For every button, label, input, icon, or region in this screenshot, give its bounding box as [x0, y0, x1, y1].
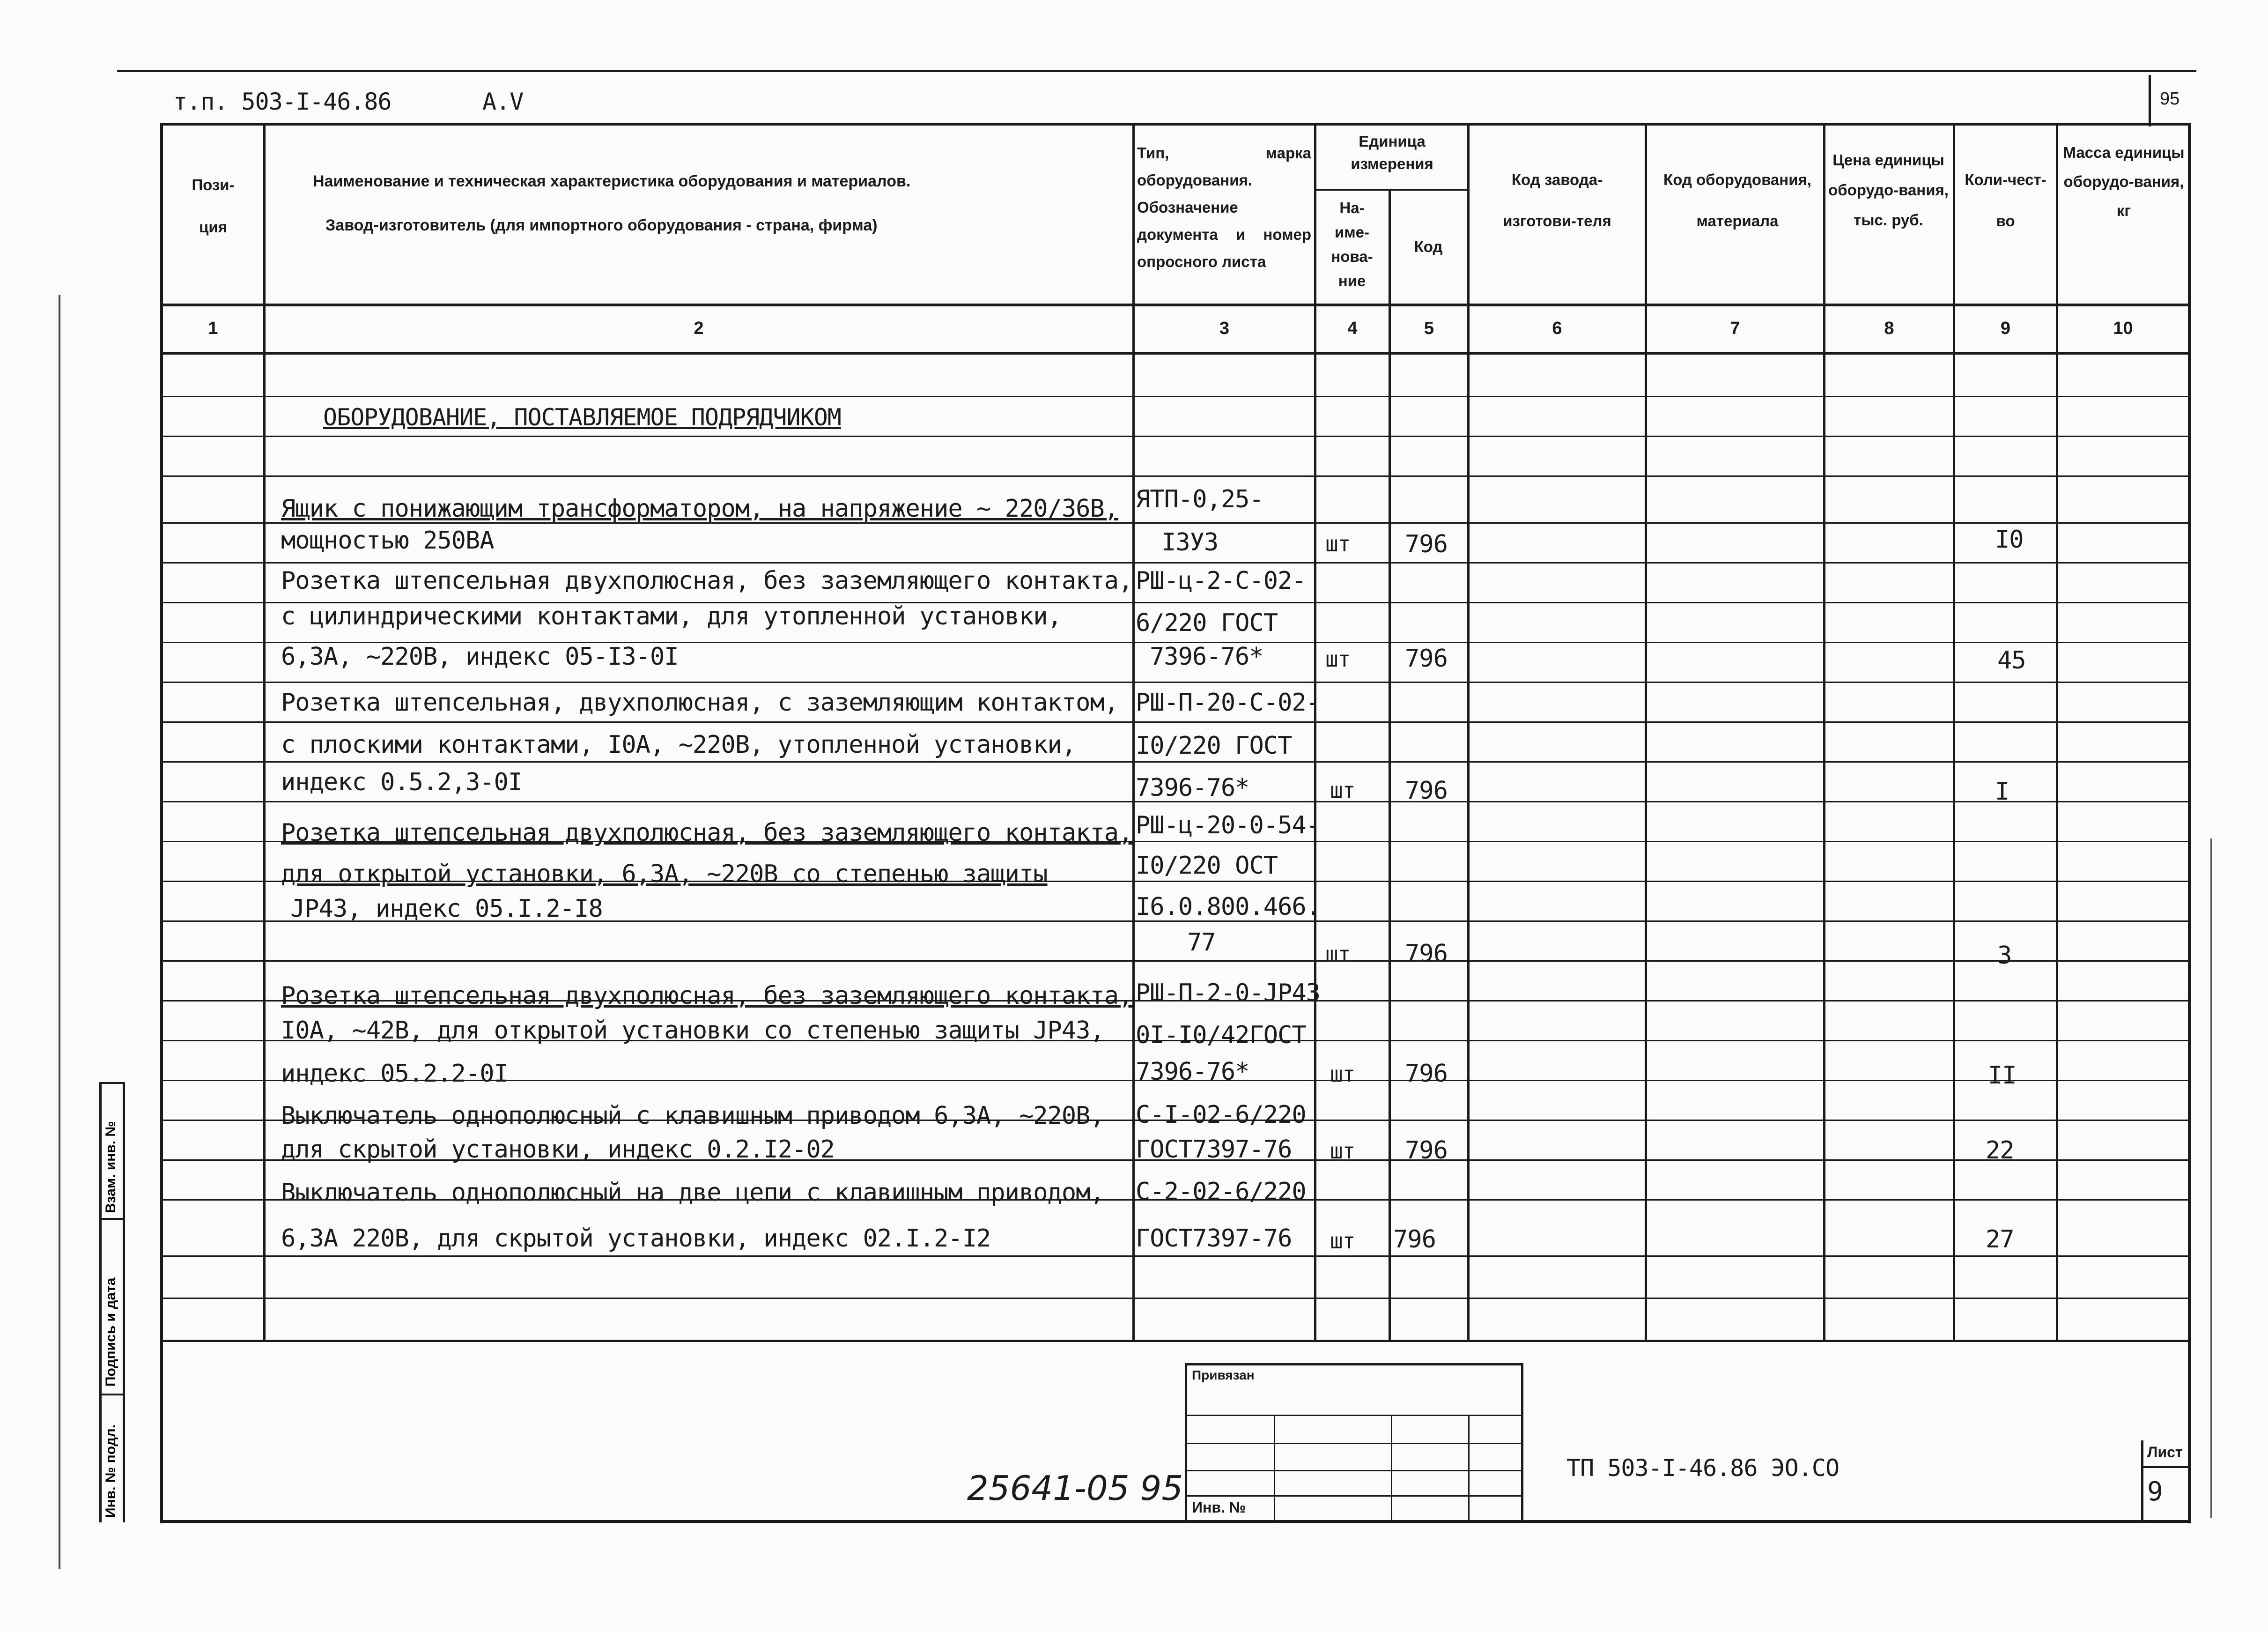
row-line — [162, 475, 2189, 477]
col-number-9: 9 — [2000, 319, 2011, 338]
row-line — [162, 1298, 2189, 1299]
stamp-top-line — [1185, 1363, 1522, 1365]
row-17-unit: шт — [1330, 1138, 1355, 1164]
header-unit-name — [1317, 196, 1387, 293]
header-unit-group: Единица измерения — [1351, 133, 1433, 172]
row-5-type: 7396-76* — [1150, 643, 1263, 671]
row-line — [162, 721, 2189, 723]
row-line — [162, 761, 2189, 763]
doc-reference: т.п. 503-I-46.86 — [173, 88, 392, 115]
row-5-unit: шт — [1325, 646, 1351, 672]
sheet-label: Лист — [2147, 1444, 2183, 1461]
header-type: Тип, марка оборудования. Обозначение документа и номер опросного листа — [1137, 144, 1311, 270]
row-7-name: с плоскими контактами, I0А, ~220В, утопленной установки, — [281, 731, 1076, 759]
row-18-type: С-2-02-6/220 — [1136, 1178, 1306, 1206]
row-9-type: РШ-ц-20-0-54- — [1136, 811, 1320, 839]
col-sep-5 — [1467, 123, 1470, 1341]
row-11-name: JP43, индекс 05.I.2-I8 — [290, 895, 603, 923]
row-line — [162, 562, 2189, 564]
col-number-10: 10 — [2113, 319, 2133, 338]
col-number-2: 2 — [694, 319, 704, 338]
col-number-8: 8 — [1884, 319, 1894, 338]
stamp-col-line — [1391, 1415, 1392, 1522]
header-name-line2: Завод-изготовитель (для импортного оборудования - страна, фирма) — [325, 216, 878, 234]
row-7-type: I0/220 ГОСТ — [1136, 732, 1292, 760]
row-5-code: 796 — [1405, 645, 1448, 673]
row-5-qty: 45 — [1997, 646, 2026, 675]
header-name-line1: Наименование и техническая характеристика оборудования и материалов. — [313, 172, 911, 190]
col-sep-7 — [1823, 123, 1825, 1341]
stamp-col-line — [1274, 1415, 1275, 1522]
side-stamp-right-line — [123, 1082, 125, 1522]
right-margin-mark — [2210, 838, 2212, 1518]
row-1-type: ЯТП-0,25- — [1136, 485, 1263, 513]
bottom-frame-line — [162, 1520, 2189, 1523]
row-2-code: 796 — [1405, 530, 1448, 558]
row-2-unit: шт — [1325, 531, 1351, 556]
col-number-7: 7 — [1730, 319, 1740, 338]
row-17-type: ГОСТ7397-76 — [1136, 1135, 1292, 1164]
top-border-line — [117, 70, 2196, 72]
row-18-name: Выключатель однополюсный на две цепи с клавишным приводом, — [281, 1179, 1104, 1207]
section-title: ОБОРУДОВАНИЕ, ПОСТАВЛЯЕМОЕ ПОДРЯДЧИКОМ — [323, 404, 841, 431]
row-9-name: Розетка штепсельная двухполюсная, без заземляющего контакта, — [281, 819, 1133, 847]
side-stamp-left-line — [99, 1082, 102, 1522]
row-15-name: индекс 05.2.2-0I — [281, 1060, 508, 1088]
left-margin-line — [59, 295, 60, 1569]
stamp-row-line — [1185, 1443, 1522, 1444]
row-19-type: ГОСТ7397-76 — [1136, 1224, 1292, 1253]
side-stamp-divider — [99, 1394, 125, 1395]
row-19-qty: 27 — [1986, 1225, 2014, 1254]
row-19-name: 6,3А 220В, для скрытой установки, индекс 02.I.2-I2 — [281, 1224, 991, 1253]
row-15-type: 7396-76* — [1136, 1058, 1249, 1086]
row-line — [162, 1255, 2189, 1257]
row-line — [162, 436, 2189, 437]
row-19-unit: шт — [1330, 1228, 1355, 1254]
stamp-row-line — [1185, 1470, 1522, 1471]
row-8-type: 7396-76* — [1136, 774, 1249, 802]
col-number-1: 1 — [208, 319, 218, 338]
row-15-qty: II — [1988, 1061, 2017, 1090]
row-12-type: 77 — [1187, 928, 1216, 957]
row-2-name: мощностью 250ВА — [281, 527, 494, 555]
col-number-3: 3 — [1219, 319, 1230, 338]
unit-group-divider — [1314, 189, 1469, 191]
column-numbers-divider — [162, 352, 2189, 355]
row-3-type: РШ-ц-2-С-02- — [1136, 567, 1306, 595]
row-8-qty: I — [1995, 778, 2009, 806]
row-8-name: индекс 0.5.2,3-0I — [281, 768, 523, 796]
doc-code: ТП 503-I-46.86 ЭО.СО — [1566, 1454, 1840, 1482]
row-12-unit: шт — [1325, 942, 1351, 967]
table-body-bottom-line — [162, 1340, 2189, 1342]
row-10-type: I0/220 ОСТ — [1136, 852, 1278, 880]
stamp-inv-no: Инв. № — [1192, 1499, 1246, 1516]
row-14-name: I0А, ~42В, для открытой установки со степенью защиты JP43, — [281, 1016, 1104, 1045]
sheet-number: 9 — [2147, 1476, 2163, 1507]
side-label-replace-inv: Взам. инв. № — [103, 1121, 118, 1213]
album-mark: A.V — [482, 88, 524, 115]
header-plant-code: Код завода-изготови-теля — [1503, 171, 1611, 230]
col-number-4: 4 — [1347, 319, 1358, 338]
sheet-box-divider — [2141, 1466, 2190, 1468]
header-mass: Масса единицы оборудо-вания, кг — [2063, 144, 2185, 219]
side-label-signature-date: Подпись и дата — [103, 1277, 118, 1387]
col-sep-4 — [1389, 190, 1391, 1341]
row-11-type: I6.0.800.466. — [1136, 893, 1320, 921]
row-13-type: РШ-П-2-0-JP43 — [1136, 979, 1320, 1007]
header-unit-name-text: На- име- нова- ние — [1331, 199, 1373, 289]
row-2-type: I3У3 — [1161, 528, 1219, 556]
row-12-code: 796 — [1405, 940, 1448, 968]
side-stamp-divider — [99, 1218, 125, 1220]
col-sep-1 — [263, 123, 266, 1341]
col-sep-8 — [1953, 123, 1955, 1341]
header-quantity: Коли-чест-во — [1965, 171, 2046, 230]
row-17-code: 796 — [1405, 1136, 1448, 1165]
row-17-name: для скрытой установки, индекс 0.2.I2-02 — [281, 1135, 835, 1164]
row-line — [162, 396, 2189, 397]
col-number-6: 6 — [1552, 319, 1562, 338]
table-left-border — [160, 123, 163, 1523]
row-line — [162, 682, 2189, 683]
handwritten-number: 25641-05 95 — [967, 1469, 1183, 1508]
row-2-qty: I0 — [1995, 526, 2024, 554]
row-6-type: РШ-П-20-С-02- — [1136, 689, 1320, 717]
header-price: Цена единицы оборудо-вания, тыс. руб. — [1828, 151, 1949, 229]
row-19-code: 796 — [1393, 1225, 1436, 1254]
row-16-type: С-I-02-6/220 — [1136, 1101, 1306, 1129]
row-15-code: 796 — [1405, 1060, 1448, 1088]
stamp-privyazan: Привязан — [1192, 1368, 1255, 1382]
row-15-unit: шт — [1330, 1061, 1355, 1087]
side-stamp-divider — [99, 1082, 125, 1084]
row-12-qty: 3 — [1997, 942, 2012, 970]
row-16-name: Выключатель однополюсный с клавишным приводом 6,3А, ~220В, — [281, 1102, 1104, 1130]
header-position-text: Пози- ция — [192, 176, 235, 236]
row-1-name: Ящик с понижающим трансформатором, на напряжение ~ 220/36В, — [281, 495, 1119, 523]
stamp-row-line — [1185, 1415, 1522, 1416]
col-sep-6 — [1645, 123, 1647, 1341]
sheet-box-left — [2141, 1440, 2143, 1522]
stamp-col-line — [1468, 1415, 1470, 1522]
row-14-type: 0I-I0/42ГОСТ — [1136, 1021, 1306, 1049]
header-equipment-code: Код оборудования, материала — [1663, 171, 1811, 230]
row-4-name: с цилиндрическими контактами, для утопленной установки, — [281, 602, 1062, 631]
page-number-frame-left — [2149, 75, 2151, 126]
row-3-name: Розетка штепсельная двухполюсная, без заземляющего контакта, — [281, 567, 1133, 595]
col-number-5: 5 — [1424, 319, 1434, 338]
table-header-divider — [162, 304, 2189, 306]
row-17-qty: 22 — [1986, 1136, 2014, 1165]
col-sep-3 — [1314, 123, 1316, 1341]
stamp-row-line — [1185, 1495, 1522, 1497]
row-13-name: Розетка штепсельная двухполюсная, без заземляющего контакта, — [281, 982, 1133, 1010]
table-right-border — [2188, 123, 2191, 1523]
row-line — [162, 960, 2189, 962]
table-top-line — [162, 123, 2189, 126]
row-8-code: 796 — [1405, 777, 1448, 805]
row-5-name: 6,3А, ~220В, индекс 05-I3-0I — [281, 643, 679, 671]
side-label-inv-original: Инв. № подл. — [103, 1424, 118, 1518]
header-position — [164, 164, 262, 248]
row-8-unit: шт — [1330, 778, 1355, 803]
row-10-name: для открытой установки, 6,3А, ~220В со степенью защиты — [281, 860, 1048, 888]
header-unit-code: Код — [1414, 238, 1443, 255]
col-sep-9 — [2056, 123, 2058, 1341]
row-4-type: 6/220 ГОСТ — [1136, 609, 1278, 637]
page-number: 95 — [2160, 89, 2180, 109]
col-sep-2 — [1132, 123, 1135, 1341]
row-6-name: Розетка штепсельная, двухполюсная, с заземляющим контактом, — [281, 689, 1119, 717]
